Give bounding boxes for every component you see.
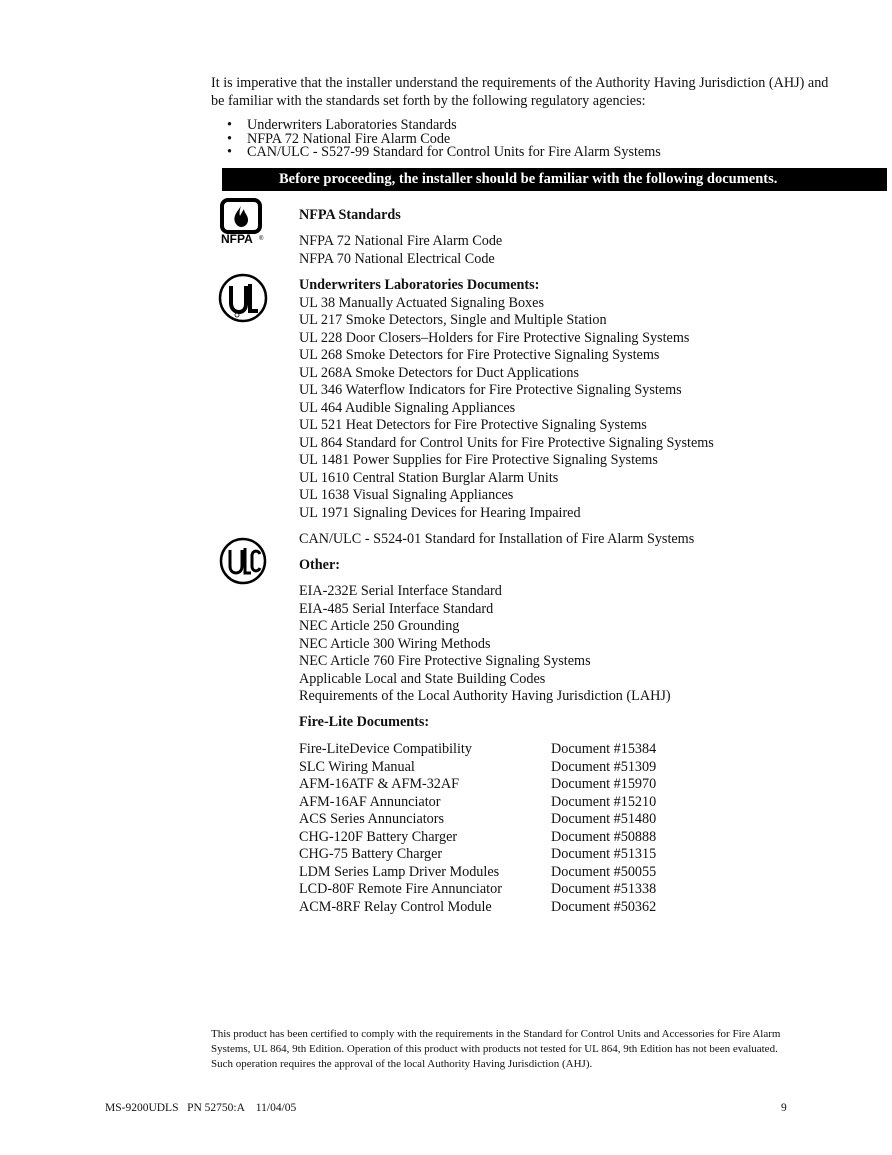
list-item: Applicable Local and State Building Codes — [299, 670, 546, 687]
intro-paragraph: It is imperative that the installer understand the requirements of the Authority Having Jurisdiction (AHJ) and be familiar with the standards set forth by the following regulatory agencies: — [211, 75, 829, 109]
certification-note: This product has been certified to comply with the requirements in the Standard for Control Units and Accessories for Fire Alarm Systems, UL 864, 9th Edition. Operation of this product with products not tested for UL 864, 9th Edition has not been evaluated. Such operation requires the approval of the local Authority Having Jurisdiction (AHJ). — [211, 1028, 781, 1070]
list-item: UL 1971 Signaling Devices for Hearing Impaired — [299, 504, 581, 521]
ul-heading: Underwriters Laboratories Documents: — [299, 277, 540, 293]
list-item: • Underwriters Laboratories Standards — [227, 117, 457, 133]
list-item: UL 1610 Central Station Burglar Alarm Units — [299, 469, 559, 486]
list-item: UL 346 Waterflow Indicators for Fire Protective Signaling Systems — [299, 382, 682, 398]
firelite-section — [299, 714, 429, 732]
canulc-section — [299, 531, 694, 549]
section-banner — [222, 168, 887, 191]
table-row: Fire-LiteDevice Compatibility Document #15384 — [299, 741, 657, 757]
list-item: UL 268 Smoke Detectors for Fire Protective Signaling Systems — [299, 347, 660, 363]
ulc-logo-icon — [218, 537, 270, 587]
table-row: AFM-16AF Annunciator Document #15210 — [299, 793, 657, 810]
list-item: Requirements of the Local Authority Having Jurisdiction (LAHJ) — [299, 688, 671, 704]
bullet-icon: • — [227, 144, 232, 160]
ul-section — [299, 277, 714, 522]
list-item: NFPA 72 National Fire Alarm Code — [299, 233, 503, 249]
nfpa-list — [299, 233, 502, 268]
table-row: LCD-80F Remote Fire Annunciator Document #51338 — [299, 881, 657, 897]
list-item: NFPA 70 National Electrical Code — [299, 250, 495, 267]
banner-text: Before proceeding, the installer should be familiar with the following documents. — [279, 171, 778, 187]
firelite-doc-table — [299, 741, 656, 916]
list-item: NEC Article 250 Grounding — [299, 618, 460, 634]
list-item: EIA-485 Serial Interface Standard — [299, 600, 494, 617]
nfpa-heading: NFPA Standards — [299, 207, 401, 223]
firelite-heading: Fire-Lite Documents: — [299, 714, 430, 730]
list-item: UL 864 Standard for Control Units for Fire Protective Signaling Systems — [299, 434, 714, 451]
other-heading: Other: — [299, 557, 340, 573]
nfpa-section — [299, 207, 401, 225]
nfpa-logo-icon — [219, 198, 267, 246]
list-item: NEC Article 760 Fire Protective Signaling Systems — [299, 653, 591, 669]
page-number: 9 — [781, 1102, 787, 1114]
list-item: UL 38 Manually Actuated Signaling Boxes — [299, 294, 544, 311]
table-row: CHG-75 Battery Charger Document #51315 — [299, 846, 657, 862]
table-row: ACS Series Annunciators Document #51480 — [299, 811, 657, 827]
bullet-icon: • — [227, 117, 232, 133]
list-item: UL 228 Door Closers–Holders for Fire Protective Signaling Systems — [299, 329, 690, 346]
footer-doc-id: MS-9200UDLS PN 52750:A 11/04/05 — [105, 1102, 297, 1114]
table-row: LDM Series Lamp Driver Modules Document #50055 — [299, 863, 657, 880]
list-item: UL 1481 Power Supplies for Fire Protective Signaling Systems — [299, 452, 658, 468]
bullet-icon: • — [227, 130, 232, 147]
list-item: UL 268A Smoke Detectors for Duct Applications — [299, 364, 580, 381]
table-row: ACM-8RF Relay Control Module Document #50362 — [299, 898, 657, 915]
list-item: UL 217 Smoke Detectors, Single and Multiple Station — [299, 312, 607, 328]
list-item: CAN/ULC - S524-01 Standard for Installation of Fire Alarm Systems — [299, 531, 695, 547]
table-row: CHG-120F Battery Charger Document #50888 — [299, 828, 657, 845]
other-list — [299, 583, 671, 706]
list-item: • NFPA 72 National Fire Alarm Code — [227, 130, 451, 147]
nfpa-logo-text: NFPA — [221, 232, 253, 246]
list-item: UL 1638 Visual Signaling Appliances — [299, 487, 514, 503]
list-item: • CAN/ULC - S527-99 Standard for Control Units for Fire Alarm Systems — [227, 144, 661, 160]
ul-logo-icon — [218, 273, 270, 325]
list-item: UL 521 Heat Detectors for Fire Protective Signaling Systems — [299, 417, 647, 433]
table-row: SLC Wiring Manual Document #51309 — [299, 758, 657, 775]
list-item: EIA-232E Serial Interface Standard — [299, 583, 502, 599]
other-section — [299, 557, 340, 575]
list-item: UL 464 Audible Signaling Appliances — [299, 399, 516, 416]
list-item: NEC Article 300 Wiring Methods — [299, 635, 491, 652]
agency-list — [227, 119, 661, 160]
table-row: AFM-16ATF & AFM-32AF Document #15970 — [299, 776, 657, 792]
nfpa-logo-reg: ® — [259, 236, 264, 242]
